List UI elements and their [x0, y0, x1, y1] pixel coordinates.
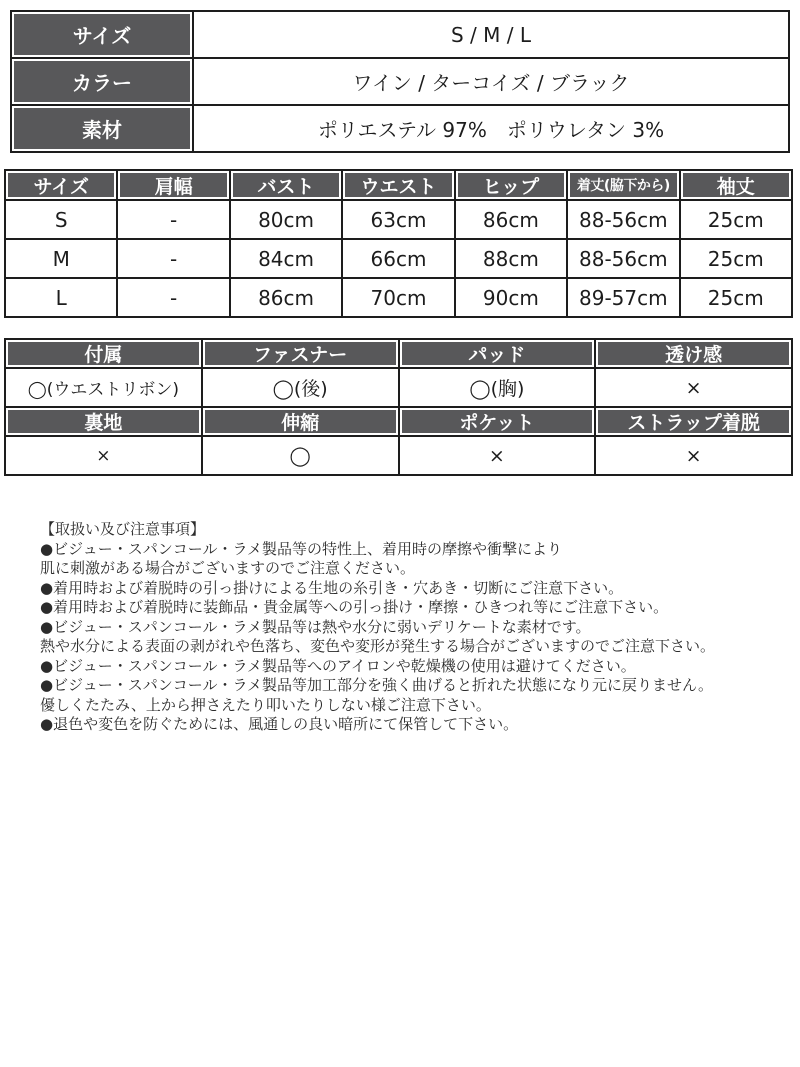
handling-notes-lines	[40, 540, 760, 735]
size-data-cell: 25cm	[680, 278, 792, 317]
size-column-header: 袖丈	[680, 170, 792, 200]
feature-header-row	[5, 407, 792, 436]
size-column-header: サイズ	[5, 170, 117, 200]
feature-header-cell: 透け感	[595, 339, 792, 368]
feature-header-cell: パッド	[399, 339, 596, 368]
size-measurements-table-head	[5, 170, 792, 200]
feature-header-cell: ストラップ着脱	[595, 407, 792, 436]
overview-row-value: S / M / L	[193, 11, 789, 58]
product-overview-table-body	[11, 11, 789, 152]
feature-header-cell: ファスナー	[202, 339, 399, 368]
handling-notes	[40, 520, 760, 735]
size-column-header: ヒップ	[455, 170, 567, 200]
size-data-cell: L	[5, 278, 117, 317]
overview-row-label: サイズ	[11, 11, 193, 58]
overview-row-value: ワイン / ターコイズ / ブラック	[193, 58, 789, 105]
handling-notes-title: 【取扱い及び注意事項】	[40, 520, 206, 538]
overview-row	[11, 58, 789, 105]
feature-value-cell: ×	[5, 436, 202, 475]
size-header-row	[5, 170, 792, 200]
size-data-cell: 84cm	[230, 239, 342, 278]
size-data-cell: 66cm	[342, 239, 454, 278]
size-data-cell: 70cm	[342, 278, 454, 317]
feature-header-cell: 付属	[5, 339, 202, 368]
size-column-header: 着丈(脇下から)	[567, 170, 679, 200]
size-data-row	[5, 278, 792, 317]
feature-value-cell: ×	[595, 436, 792, 475]
size-data-cell: 88-56cm	[567, 239, 679, 278]
size-data-cell: S	[5, 200, 117, 239]
feature-value-cell: ×	[399, 436, 596, 475]
feature-value-row	[5, 368, 792, 407]
size-data-cell: 89-57cm	[567, 278, 679, 317]
size-data-cell: 86cm	[455, 200, 567, 239]
size-data-cell: 88cm	[455, 239, 567, 278]
feature-value-cell: ◯(ウエストリボン)	[5, 368, 202, 407]
feature-value-cell: ◯(後)	[202, 368, 399, 407]
size-data-cell: 25cm	[680, 239, 792, 278]
handling-note-line: ●ビジュー・スパンコール・ラメ製品等の特性上、着用時の摩擦や衝撃により	[40, 539, 563, 558]
size-data-cell: 86cm	[230, 278, 342, 317]
size-data-cell: 25cm	[680, 200, 792, 239]
handling-note-line: ●着用時および着脱時に装飾品・貴金属等への引っ掛け・摩擦・ひきつれ等にご注意下さい。	[40, 598, 669, 616]
feature-header-row	[5, 339, 792, 368]
size-measurements-table	[4, 169, 793, 318]
handling-note-line: 肌に刺激がある場合がございますのでご注意ください。	[40, 559, 416, 577]
feature-value-row	[5, 436, 792, 475]
overview-row	[11, 105, 789, 152]
size-data-row	[5, 239, 792, 278]
size-column-header: バスト	[230, 170, 342, 200]
size-data-cell: -	[117, 239, 229, 278]
handling-note-line: 優しくたたみ、上から押さえたり叩いたりしない様ご注意下さい。	[40, 695, 491, 714]
feature-header-cell: ポケット	[399, 407, 596, 436]
size-data-cell: 63cm	[342, 200, 454, 239]
feature-header-cell: 裏地	[5, 407, 202, 436]
overview-row-label: 素材	[11, 105, 193, 152]
handling-note-line: ●ビジュー・スパンコール・ラメ製品等へのアイロンや乾燥機の使用は避けてください。	[40, 656, 636, 675]
overview-row-value: ポリエステル 97% ポリウレタン 3%	[193, 105, 789, 152]
size-data-cell: 90cm	[455, 278, 567, 317]
size-column-header: ウエスト	[342, 170, 454, 200]
size-measurements-table-body	[5, 200, 792, 317]
handling-note-line: ●ビジュー・スパンコール・ラメ製品等加工部分を強く曲げると折れた状態になり元に戻りません。	[40, 676, 713, 694]
overview-row-label: カラー	[11, 58, 193, 105]
size-data-cell: -	[117, 278, 229, 317]
overview-row	[11, 11, 789, 58]
handling-note-line: 熱や水分による表面の剥がれや色落ち、変色や変形が発生する場合がございますのでご注意下さい。	[40, 637, 716, 655]
product-overview-table	[10, 10, 790, 153]
size-data-row	[5, 200, 792, 239]
feature-matrix-table	[4, 338, 793, 476]
handling-note-line: ●退色や変色を防ぐためには、風通しの良い暗所にて保管して下さい。	[40, 715, 519, 733]
feature-matrix-table-body	[5, 339, 792, 475]
handling-note-line: ●着用時および着脱時の引っ掛けによる生地の糸引き・穴あき・切断にご注意下さい。	[40, 578, 624, 597]
feature-value-cell: ×	[595, 368, 792, 407]
handling-note-line: ●ビジュー・スパンコール・ラメ製品等は熱や水分に弱いデリケートな素材です。	[40, 617, 591, 636]
feature-header-cell: 伸縮	[202, 407, 399, 436]
size-data-cell: 88-56cm	[567, 200, 679, 239]
size-data-cell: M	[5, 239, 117, 278]
size-column-header: 肩幅	[117, 170, 229, 200]
size-data-cell: 80cm	[230, 200, 342, 239]
feature-value-cell: ◯	[202, 436, 399, 475]
size-data-cell: -	[117, 200, 229, 239]
feature-value-cell: ◯(胸)	[399, 368, 596, 407]
